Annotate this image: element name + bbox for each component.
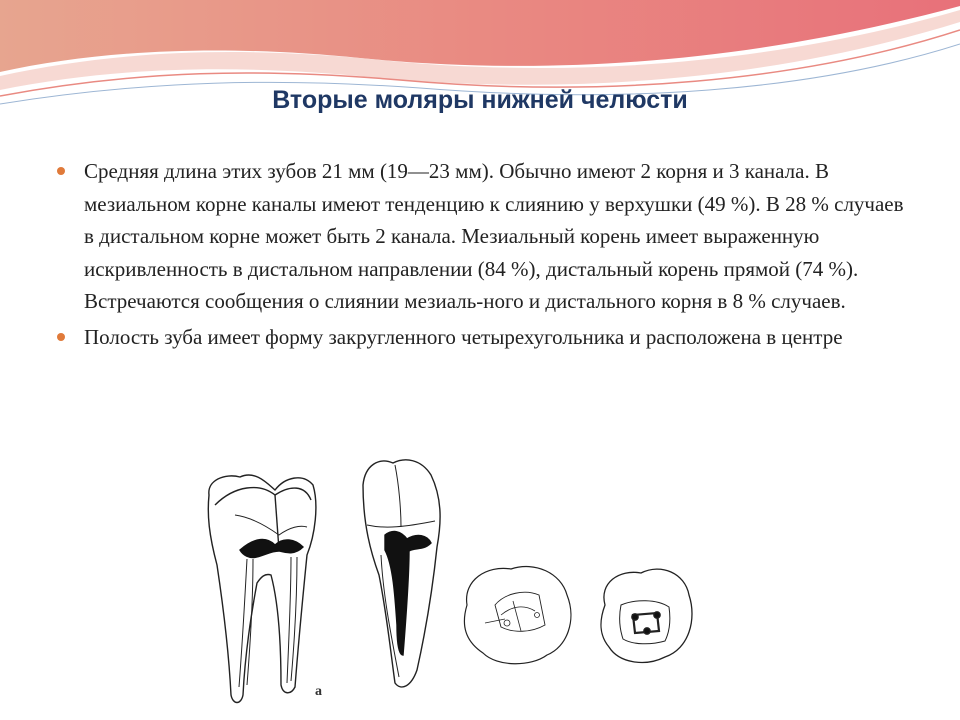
bullet-item [52,321,912,354]
slide-title: Вторые моляры нижней челюсти [272,86,688,114]
bullet-text: Полость зуба имеет форму закругленного четырехугольника и расположена в центре [84,324,843,349]
bullet-item [52,155,912,318]
bullet-list [52,155,912,356]
bullet-text: Средняя длина этих зубов 21 мм (19—23 мм). Обычно имеют 2 корня и 3 канала. В мезиальном корне каналы имеют тенденцию к слиянию у верхушки (49 %). В 28 % случаев в дистальном корне может быть 2 канала. Мезиальный корень имеет выраженную искривленность в дистальном направлении (84 %), дистальный корень прямой (74 %). Встречаются сообщения о слиянии мезиаль-ного и дистального корня в 8 % случаев. [84,159,904,313]
tooth-illustration [195,455,715,720]
bullet-icon [57,167,65,175]
figure-label: a [315,684,322,699]
bullet-icon [57,333,65,341]
